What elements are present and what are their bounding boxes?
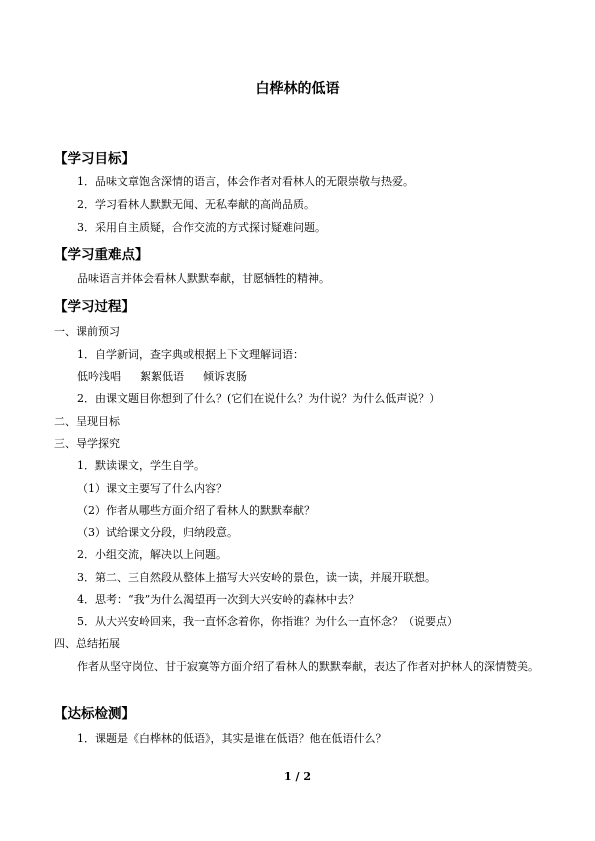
process-p1-item-1: 1．自学新词，查字典或根据上下文理解词语： [77,348,304,361]
process-p3-item-4: 4．思考：“我”为什么渴望再一次到大兴安岭的森林中去？ [77,593,360,606]
process-p3-sub-2: （2）作者从哪些方面介绍了看林人的默默奉献？ [77,504,315,517]
vocab-word-3: 倾诉衷肠 [203,370,247,383]
vocab-list [77,369,266,385]
process-p3-item-5: 5．从大兴安岭回来，我一直怀念着你，你指谁？为什么一直怀念？（说要点） [77,615,458,628]
vocab-word-1: 低吟浅唱 [77,370,121,383]
process-p1-item-2: 2．由课文题目你想到了什么？(它们在说什么？为什说？为什么低声说？） [77,392,441,405]
summary-paragraph: 作者从坚守岗位、甘于寂寞等方面介绍了看林人的默默奉献，表达了作者对护林人的深情赞美。 [77,660,539,673]
process-part-3: 三、导学探究 [54,437,120,450]
page-title: 白桦林的低语 [255,81,340,97]
process-p3-item-3: 3．第二、三自然段从整体上描写大兴安岭的景色，读一读，并展开联想。 [77,571,436,584]
process-part-1: 一、课前预习 [54,325,120,338]
process-p3-item-2: 2．小组交流，解决以上问题。 [77,548,227,561]
heading-process: 【学习过程】 [54,299,135,315]
goal-item-2: 2．学习看林人默默无闻、无私奉献的高尚品质。 [77,198,315,211]
heading-key-points: 【学习重难点】 [54,247,149,263]
process-p3-sub-3: （3）试给课文分段，归纳段意。 [77,526,238,539]
heading-goals: 【学习目标】 [54,151,135,167]
test-item-1: 1．课题是《白桦林的低语》，其实是谁在低语？他在低语什么？ [77,732,387,745]
goal-item-3: 3．采用自主质疑，合作交流的方式探讨疑难问题。 [77,221,326,234]
heading-test: 【达标检测】 [54,706,135,722]
process-part-2: 二、呈现目标 [54,415,120,428]
process-part-4: 四、总结拓展 [54,637,120,650]
key-points-text: 品味语言并体会看林人默默奉献，甘愿牺牲的精神。 [77,272,330,285]
goal-item-1: 1．品味文章饱含深情的语言，体会作者对看林人的无限崇敬与热爱。 [77,175,414,188]
process-p3-sub-1: （1）课文主要写了什么内容？ [77,482,227,495]
vocab-word-2: 絮絮低语 [140,370,184,383]
process-p3-item-1: 1．默读课文，学生自学。 [77,459,205,472]
page-number: 1 / 2 [284,770,311,783]
